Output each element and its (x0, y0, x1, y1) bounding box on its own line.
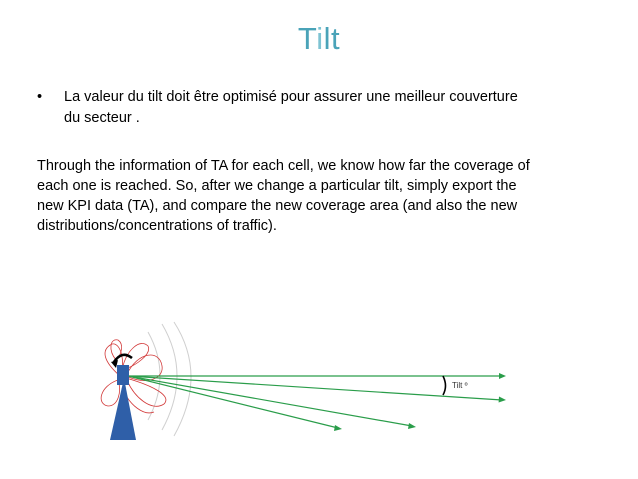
bullet-line-1: La valeur du tilt doit être optimisé pour assurer une meilleur couverture (64, 89, 518, 105)
title-part-1: T (297, 21, 317, 56)
title-part-2: i (316, 21, 324, 56)
antenna-tilt-diagram (60, 320, 530, 450)
beam-arrowheads (334, 373, 506, 431)
beam-tilted-3 (128, 376, 338, 428)
arrowhead-horizontal (499, 373, 506, 379)
paragraph-line-3: new KPI data (TA), and compare the new coverage area (and also the new (37, 198, 518, 214)
tilt-angle-arc (443, 376, 446, 395)
bullet-item (37, 87, 597, 129)
arrowhead-tilted-3 (334, 425, 342, 431)
coverage-arc-2 (162, 324, 177, 430)
title-part-3: lt (323, 21, 341, 56)
arrowhead-tilted-1 (499, 397, 506, 403)
tilt-label: Tilt º (452, 381, 468, 390)
bullet-line-2: du secteur . (64, 110, 140, 126)
beam-tilted-2 (128, 376, 412, 426)
bullet-marker: • (37, 89, 43, 105)
arrowhead-tilted-2 (408, 423, 416, 429)
radiation-lobe-back-lower (101, 380, 119, 406)
paragraph-line-1: Through the information of TA for each cell, we know how far the coverage of (37, 158, 530, 174)
antenna-tilt-arrowhead (111, 360, 118, 368)
slide-title (0, 20, 638, 58)
antenna-panel (117, 365, 129, 385)
paragraph-line-4: distributions/concentrations of traffic). (37, 218, 277, 234)
tower-mast (110, 378, 136, 440)
body-paragraph (37, 156, 607, 236)
paragraph-line-2: each one is reached. So, after we change a particular tilt, simply export the (37, 178, 517, 194)
